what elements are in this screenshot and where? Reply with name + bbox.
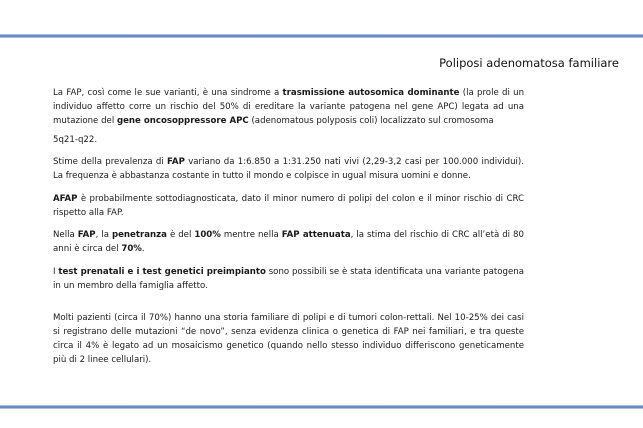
bold-apc-gene: gene oncosoppressore APC <box>116 116 249 126</box>
text-run: (adenomatous polyposis coli) localizzato sul cromosoma <box>248 116 494 126</box>
text-run: La FAP, così come le sue varianti, è una sindrome a <box>53 88 283 98</box>
bold-100-percent: 100% <box>194 230 221 240</box>
text-run: è probabilmente sottodiagnosticata, dato il minor numero di polipi del colon e il minor rischio di CRC rispetto alla FAP. <box>53 194 524 218</box>
paragraph-afap <box>53 192 524 220</box>
bold-fap: FAP <box>77 230 96 240</box>
bold-autosomal-dominant: trasmissione autosomica dominante <box>282 88 460 98</box>
paragraph-family-history: Molti pazienti (circa il 70%) hanno una storia familiare di polipi e di tumori colon-rettali. Nel 10-25% dei casi si registrano delle mutazioni “de novo”, senza evidenza clinica o genetica di FAP nei familiari, e tra queste circa il 4% è legato ad un mosaicismo genetico (quando nello stesso individuo differiscono geneticamente più di 2 linee cellulari). <box>53 313 524 365</box>
slide-title: Poliposi adenomatosa familiare <box>439 56 619 70</box>
paragraph-penetrance <box>53 228 524 256</box>
text-run: Nella <box>53 230 78 240</box>
text-run: Stime della prevalenza di <box>53 157 168 167</box>
text-run: , la <box>95 230 112 240</box>
bold-fap: FAP <box>167 157 185 167</box>
text-run: (la prole di un individuo affetto corre un rischio del 50% di ereditare la variante patogena nel gene APC) legata ad una mutazione del <box>53 88 525 126</box>
paragraph-fap-inheritance <box>53 86 524 128</box>
paragraph-chromosome-locus: 5q21-q22. <box>53 135 98 145</box>
text-run: variano da 1:6.850 a 1:31.250 nati vivi (2,29-3,2 casi per 100.000 individui). La frequenza è abbastanza costante in tutto il mondo e colpisce in ugual misura uomini e donne. <box>53 157 524 181</box>
text-run: mentre nella <box>220 230 282 240</box>
bold-70-percent: 70% <box>121 244 142 254</box>
slide-body <box>53 86 524 367</box>
bold-afap: AFAP <box>53 194 78 204</box>
top-divider-band <box>0 34 643 38</box>
bold-penetranza: penetranza <box>111 230 167 240</box>
text-run: è del <box>166 230 195 240</box>
text-run: sono possibili se è stata identificata una variante patogena in un membro della famiglia affetto. <box>53 267 524 291</box>
bold-fap-attenuata: FAP attenuata <box>281 230 351 240</box>
paragraph-prevalence <box>53 155 524 183</box>
bold-genetic-tests: test prenatali e i test genetici preimpianto <box>58 267 266 277</box>
text-run: . <box>141 244 145 254</box>
bottom-divider-band <box>0 405 643 409</box>
paragraph-prenatal-tests <box>53 265 524 293</box>
text-run: , la stima del rischio di CRC all’età di 80 anni è circa del <box>53 230 524 254</box>
text-run: I <box>53 267 59 277</box>
